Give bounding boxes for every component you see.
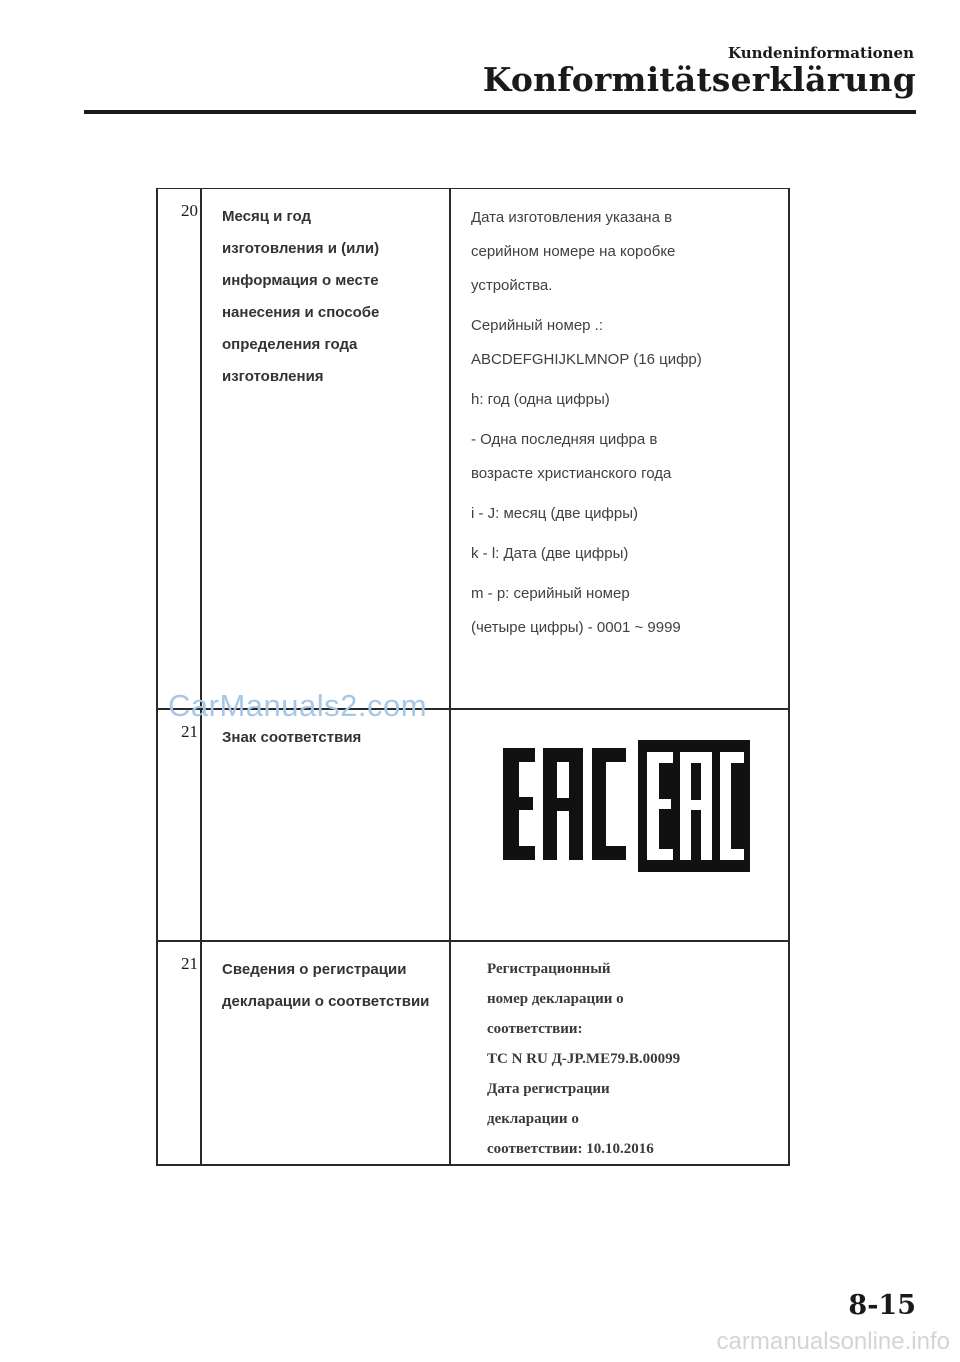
row-label — [201, 189, 450, 709]
label-line: Сведения о регистрации — [222, 960, 407, 978]
value-line: k - l: Дата (две цифры) — [471, 545, 629, 562]
table-row — [157, 941, 789, 1165]
label-line: изготовления — [222, 368, 324, 385]
label-line: определения года — [222, 336, 358, 353]
row-value — [450, 709, 789, 941]
value-line: соответствии: — [487, 1020, 583, 1037]
table-row — [157, 709, 789, 941]
label-line: изготовления и (или) — [222, 240, 380, 257]
value-line: i - J: месяц (две цифры) — [471, 505, 639, 522]
row-value — [450, 941, 789, 1165]
value-line: серийном номере на коробке — [471, 243, 676, 260]
page-number: 8-15 — [848, 1290, 916, 1321]
value-line: h: год (одна цифры) — [471, 391, 610, 408]
row-number: 21 — [157, 941, 201, 1165]
value-line: возрасте христианского года — [471, 465, 672, 482]
value-line: TC N RU Д-JP.ME79.B.00099 — [487, 1050, 681, 1067]
label-line: Знак соответствия — [222, 728, 362, 746]
row-number: 21 — [157, 709, 201, 941]
value-line: декларации о — [487, 1110, 579, 1127]
value-line: Дата регистрации — [487, 1080, 610, 1097]
declaration-table — [156, 188, 790, 1166]
value-line: устройства. — [471, 277, 553, 294]
value-line: (четыре цифры) - 0001 ~ 9999 — [471, 619, 681, 636]
row-value — [450, 189, 789, 709]
value-line: m - p: серийный номер — [471, 585, 630, 602]
label-line: нанесения и способе — [222, 304, 380, 321]
header-rule — [84, 110, 916, 114]
value-line: соответствии: 10.10.2016 — [487, 1140, 654, 1157]
table-row — [157, 189, 789, 709]
page-title: Konformitätserklärung — [482, 60, 916, 99]
label-line: Месяц и год — [222, 208, 312, 225]
watermark-link[interactable]: CarManuals2.com — [168, 688, 428, 723]
section-label: Kundeninformationen — [728, 44, 914, 62]
row-number: 20 — [157, 189, 201, 709]
footer-site-link[interactable]: carmanualsonline.info — [716, 1328, 950, 1355]
label-line: информация о месте — [222, 272, 379, 289]
label-line: декларации о соответствии — [222, 992, 430, 1010]
row-label — [201, 941, 450, 1165]
row-label — [201, 709, 450, 941]
value-line: ABCDEFGHIJKLMNOP (16 цифр) — [471, 351, 702, 368]
value-line: Дата изготовления указана в — [471, 209, 673, 226]
eac-mark — [471, 722, 788, 889]
eac-mark-icon — [495, 736, 755, 876]
value-line: номер декларации о — [487, 990, 624, 1007]
value-line: - Одна последняя цифра в — [471, 431, 658, 448]
value-line: Регистрационный — [487, 960, 611, 977]
value-line: Серийный номер .: — [471, 317, 604, 334]
